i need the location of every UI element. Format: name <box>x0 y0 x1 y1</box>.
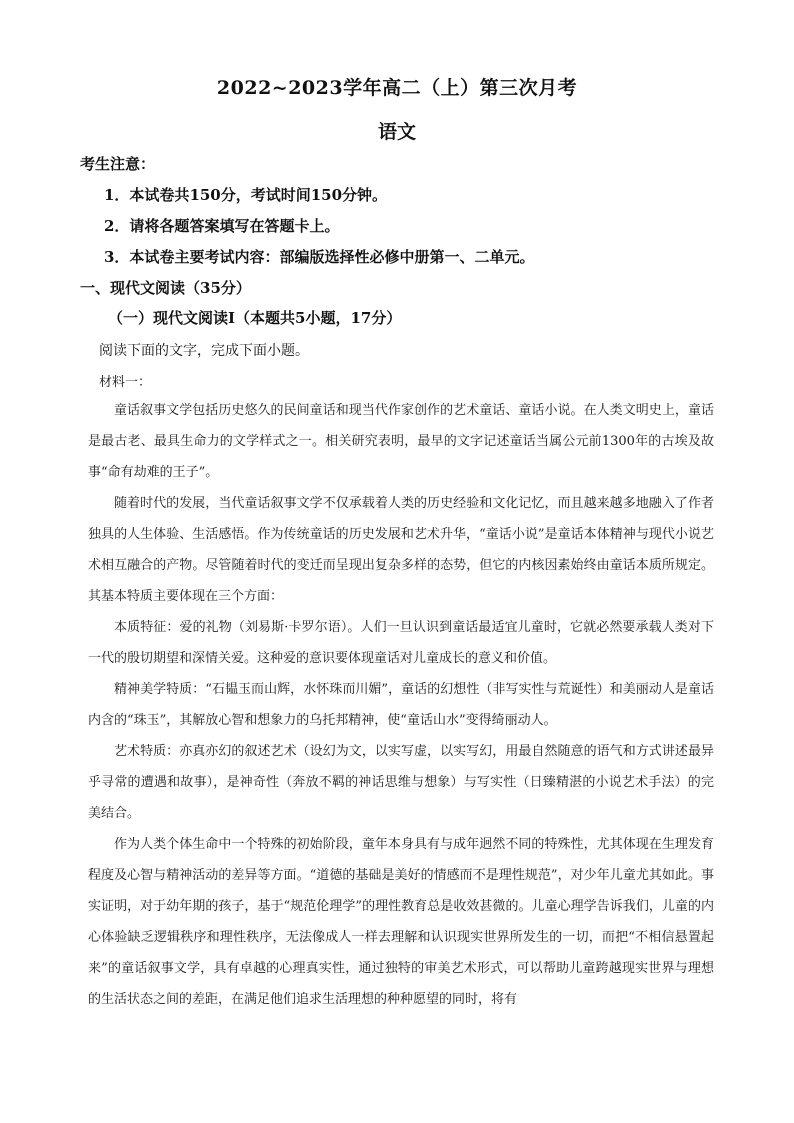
paragraph: 精神美学特质：“石韫玉而山辉，水怀珠而川媚”，童话的幻想性（非写实性与荒诞性）和美丽动人是童话内含的“珠玉”，其解放心智和想象力的乌托邦精神，使“童话山水”变得绮丽动人。 <box>88 682 714 728</box>
paragraph: 艺术特质：亦真亦幻的叙述艺术（设幻为文，以实写虚，以实写幻，用最自然随意的语气和方式讲述最异乎寻常的遭遇和故事），是神奇性（奔放不羁的神话思维与想象）与写实性（日臻精湛的小说艺术手法）的完美结合。 <box>88 744 714 821</box>
paragraph: 本质特征：爱的礼物（刘易斯·卡罗尔语）。人们一旦认识到童话最适宜儿童时，它就必然要承载人类对下一代的殷切期望和深情关爱。这种爱的意识要体现童话对儿童成长的意义和价值。 <box>88 620 714 666</box>
notice-item-3: 3．本试卷主要考试内容：部编版选择性必修中册第一、二单元。 <box>104 248 535 266</box>
paragraph: 随着时代的发展，当代童话叙事文学不仅承载着人类的历史经验和文化记忆，而且越来越多地融入了作者独具的人生体验、生活感悟。作为传统童话的历史发展和艺术升华，“童话小说”是童话本体精神与现代小说艺术相互融合的产物。尽管随着时代的变迁而呈现出复杂多样的态势，但它的内核因素始终由童话本质所规定。其基本特质主要体现在三个方面： <box>88 496 714 604</box>
exam-title: 2022~2023学年高二（上）第三次月考 <box>216 77 578 99</box>
notice-item-2: 2．请将各题答案填写在答题卡上。 <box>104 217 340 235</box>
material-label: 材料一： <box>99 375 152 390</box>
subject-title: 语文 <box>377 121 416 143</box>
paragraph: 作为人类个体生命中一个特殊的初始阶段，童年本身具有与成年迥然不同的特殊性，尤其体现在生理发育程度及心智与精神活动的差异等方面。“道德的基础是美好的情感而不是理性规范”，对少年儿童尤其如此。事实证明，对于幼年期的孩子，基于“规范伦理学”的理性教育总是收效甚微的。儿童心理学告诉我们，儿童的内心体验缺乏逻辑秩序和理性秩序，无法像成人一样去理解和认识现实世界所发生的一切，而把“不相信悬置起来”的童话叙事文学，具有卓越的心理真实性，通过独特的审美艺术形式，可以帮助儿童跨越现实世界与理想的生活状态之间的差距，在满足他们追求生活理想的种种愿望的同时，将有 <box>88 837 714 1007</box>
section-subheading: （一）现代文阅读Ⅰ（本题共5小题，17分） <box>108 309 402 327</box>
section-heading: 一、现代文阅读（35分） <box>80 279 251 297</box>
paragraph: 童话叙事文学包括历史悠久的民间童话和现当代作家创作的艺术童话、童话小说。在人类文明史上，童话是最古老、最具生命力的文学样式之一。相关研究表明，最早的文字记述童话当属公元前1300年的古埃及故事“命有劫难的王子”。 <box>88 403 714 480</box>
notice-item-1: 1．本试卷共150分，考试时间150分钟。 <box>104 186 388 204</box>
material-body <box>88 395 714 1015</box>
reading-instruction: 阅读下面的文字，完成下面小题。 <box>99 343 309 359</box>
notice-heading: 考生注意： <box>80 155 156 173</box>
